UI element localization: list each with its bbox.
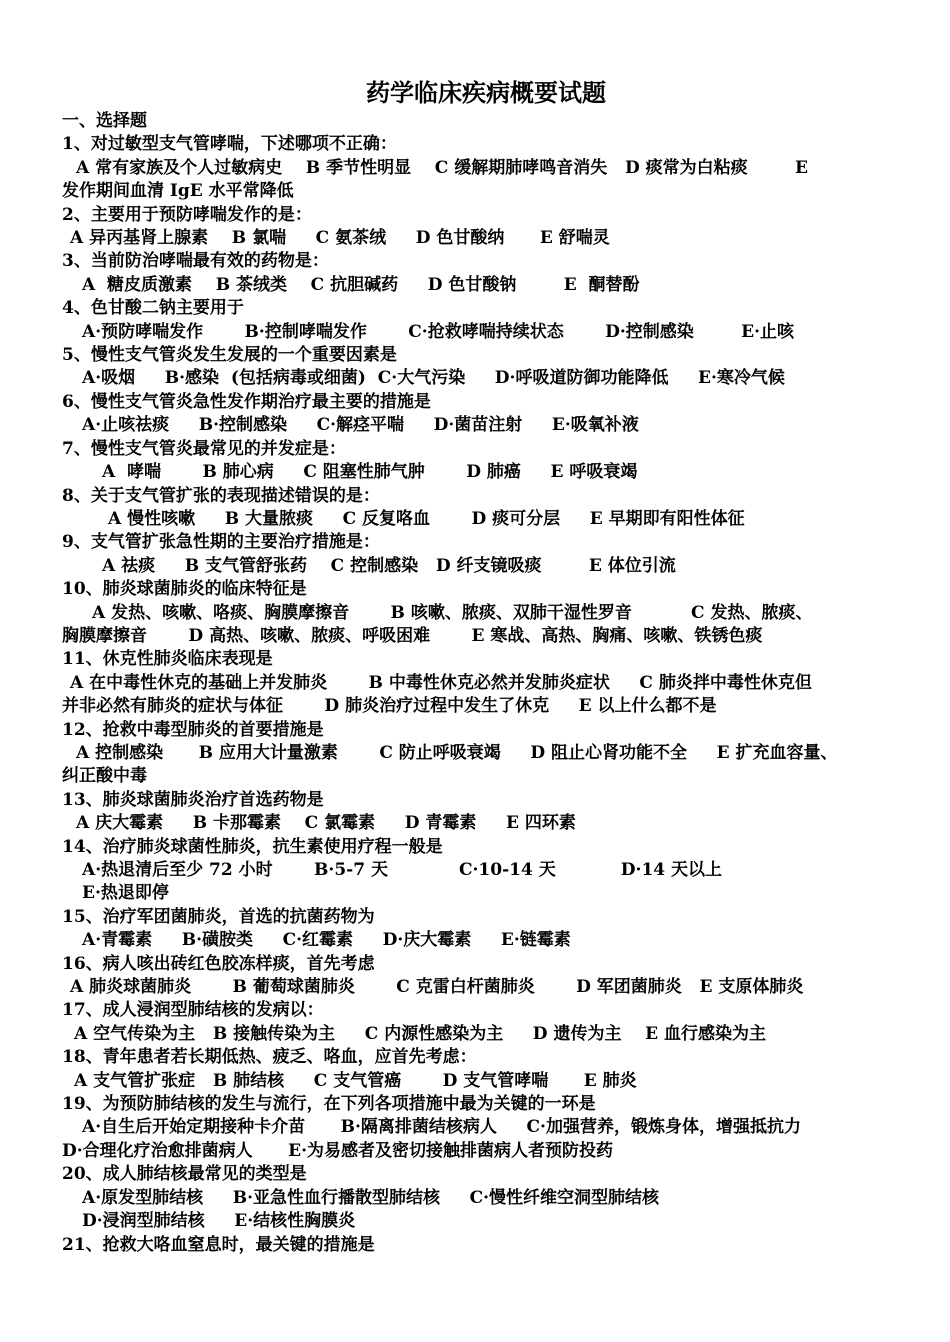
text-line: 9、支气管扩张急性期的主要治疗措施是： [62,532,380,553]
text-line: 15、治疗军团菌肺炎，首选的抗菌药物为 [62,906,375,927]
text-line: A 异丙基肾上腺素 B 氯喘 C 氨茶绒 D 色甘酸纳 E 舒喘灵 [70,228,610,249]
text-line: 并非必然有肺炎的症状与体征 D 肺炎治疗过程中发生了休克 E 以上什么都不是 [62,696,717,717]
text-line: 2、主要用于预防哮喘发作的是： [62,204,312,225]
text-line: A 慢性咳嗽 B 大量脓痰 C 反复咯血 D 痰可分层 E 早期即有阳性体征 [108,508,745,529]
text-line: A·原发型肺结核 B·亚急性血行播散型肺结核 C·慢性纤维空洞型肺结核 [82,1187,660,1208]
text-line: A·自生后开始定期接种卡介苗 B·隔离排菌结核病人 C·加强营养，锻炼身体，增强抵抗力 [82,1117,801,1138]
text-line: 20、成人肺结核最常见的类型是 [62,1164,307,1185]
text-line: A 祛痰 B 支气管舒张药 C 控制感染 D 纤支镜吸痰 E 体位引流 [102,555,676,576]
text-line: A 空气传染为主 B 接触传染为主 C 内源性感染为主 D 遗传为主 E 血行感染为主 [74,1023,766,1044]
text-line: A 肺炎球菌肺炎 B 葡萄球菌肺炎 C 克雷白杆菌肺炎 D 军团菌肺炎 E 支原体肺炎 [70,977,804,998]
text-line: 纠正酸中毒 [62,766,147,787]
section-heading: 一、选择题 [62,111,147,131]
text-line: 6、慢性支气管炎急性发作期治疗最主要的措施是 [62,391,431,412]
text-line: 发作期间血清 IgE 水平常降低 [62,181,294,202]
text-line: 17、成人浸润型肺结核的发病以： [62,1000,324,1021]
text-line: A 发热、咳嗽、咯痰、胸膜摩擦音 B 咳嗽、脓痰、双肺干湿性罗音 C 发热、脓痰、 [92,602,813,623]
question-list [62,133,900,1257]
text-line: A 庆大霉素 B 卡那霉素 C 氯霉素 D 青霉素 E 四环素 [76,813,576,834]
text-line: 7、慢性支气管炎最常见的并发症是： [62,438,346,459]
text-line: A·热退清后至少 72 小时 B·5-7 天 C·10-14 天 D·14 天以上 [82,860,723,880]
text-line: 19、为预防肺结核的发生与流行，在下列各项措施中最为关键的一环是 [62,1094,596,1115]
text-line: D·浸润型肺结核 E·结核性胸膜炎 [82,1211,356,1232]
text-line: A 常有家族及个人过敏病史 B 季节性明显 C 缓解期肺哮鸣音消失 D 痰常为白粘痰 E [76,157,808,178]
text-line: A·吸烟 B·感染 (包括病毒或细菌) C·大气污染 D·呼吸道防御功能降低 E·寒冷气候 [82,368,785,389]
text-line: 12、抢救中毒型肺炎的首要措施是 [62,719,324,740]
text-line: A 控制感染 B 应用大计量激素 C 防止呼吸衰竭 D 阻止心肾功能不全 E 扩充血容量、 [76,742,838,763]
text-line: 1、对过敏型支气管哮喘，下述哪项不正确： [62,134,397,155]
text-line: 胸膜摩擦音 D 高热、咳嗽、脓痰、呼吸困难 E 寒战、高热、胸痛、咳嗽、铁锈色痰 [62,625,763,646]
text-line: A 哮喘 B 肺心病 C 阻塞性肺气肿 D 肺癌 E 呼吸衰竭 [102,462,638,483]
text-line: A·预防哮喘发作 B·控制哮喘发作 C·抢救哮喘持续状态 D·控制感染 E·止咳 [82,321,795,342]
text-line: 10、肺炎球菌肺炎的临床特征是 [62,579,307,600]
text-line: 14、治疗肺炎球菌性肺炎，抗生素使用疗程一般是 [62,836,443,857]
text-line: A 在中毒性休克的基础上并发肺炎 B 中毒性休克必然并发肺炎症状 C 肺炎拌中毒性休克但 [70,672,812,693]
text-line: A 糖皮质激素 B 茶绒类 C 抗胆碱药 D 色甘酸钠 E 酮替酚 [82,274,640,295]
text-line: 3、当前防治哮喘最有效的药物是： [62,251,329,272]
text-line: 18、青年患者若长期低热、疲乏、咯血，应首先考虑： [62,1047,477,1068]
text-line: 5、慢性支气管炎发生发展的一个重要因素是 [62,345,397,366]
text-line: 16、病人咳出砖红色胶冻样痰，首先考虑 [62,953,375,974]
document-title: 药学临床疾病概要试题 [366,78,606,107]
text-line: A·青霉素 B·磺胺类 C·红霉素 D·庆大霉素 E·链霉素 [82,930,571,951]
text-line: D·合理化疗治愈排菌病人 E·为易感者及密切接触排菌病人者预防投药 [62,1140,614,1161]
text-line: 8、关于支气管扩张的表现描述错误的是： [62,485,380,506]
text-line: 4、色甘酸二钠主要用于 [62,298,244,319]
text-line: 21、抢救大咯血窒息时，最关键的措施是 [62,1234,375,1255]
text-line: E·热退即停 [82,883,169,904]
text-line: 11、休克性肺炎临床表现是 [62,649,273,670]
text-line: A 支气管扩张症 B 肺结核 C 支气管癌 D 支气管哮喘 E 肺炎 [74,1070,637,1091]
text-line: 13、肺炎球菌肺炎治疗首选药物是 [62,789,324,810]
text-line: A·止咳祛痰 B·控制感染 C·解痉平喘 D·菌苗注射 E·吸氧补液 [82,415,639,436]
